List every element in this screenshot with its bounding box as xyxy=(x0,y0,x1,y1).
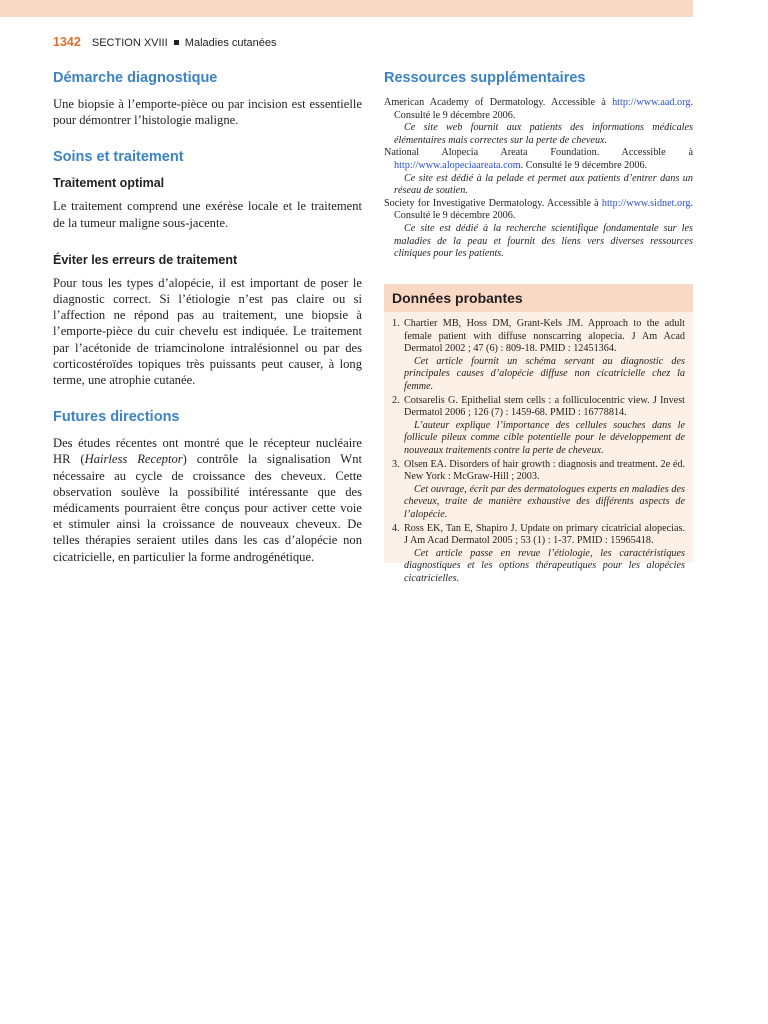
list-item xyxy=(392,459,685,522)
ref-annotation: Cet ouvrage, écrit par des dermatologues experts en maladies des cheveux, traite de manière exhaustive des différents aspects de l’alopécie. xyxy=(404,483,685,520)
list-item xyxy=(392,523,685,586)
ref-citation: Olsen EA. Disorders of hair growth : diagnosis and treatment. 2e éd. New York : McGraw-Hill ; 2003. xyxy=(404,458,685,483)
evidence-heading: Données probantes xyxy=(384,284,693,312)
ref-number: 3. xyxy=(392,458,400,470)
text-futures xyxy=(53,435,362,565)
heading-ressources: Ressources supplémentaires xyxy=(384,70,586,86)
ref-number: 1. xyxy=(392,318,400,329)
resource-note: Ce site est dédié à la pelade et permet aux patients d’entrer dans un réseau de soutien. xyxy=(394,172,693,197)
list-item xyxy=(384,97,693,147)
resource-note: Ce site est dédié à la recherche scientifique fondamentale sur les maladies de la peau et fournit des liens vers diverses ressources cliniques pour les patients. xyxy=(394,222,693,260)
resource-text: American Academy of Dermatology. Accessible à xyxy=(384,97,613,108)
square-bullet-icon xyxy=(174,40,179,45)
text-eviter-erreurs: Pour tous les types d’alopécie, il est important de poser le diagnostic correct. Si l’étiologie n’est pas claire ou si l’affection ne répond pas au traitement, une biopsie à l’emporte-pièce du cuir chevelu est indiquée. Le traitement par l’acétonide de triamcinolone intralésionnel ou par des corticostéroïdes topiques très puissants peut causer, à long terme, une atrophie cutanée. xyxy=(53,275,362,388)
subheading-eviter-erreurs: Éviter les erreurs de traitement xyxy=(53,252,238,267)
ref-annotation: Cet article fournit un schéma servant au diagnostic des principales causes d’alopécie diffuse non cicatricielle chez la femme. xyxy=(404,355,685,392)
ref-number: 4. xyxy=(392,522,400,534)
running-head xyxy=(53,35,277,49)
text-futures-italic: Hairless Receptor xyxy=(84,452,183,467)
text-demarche: Une biopsie à l’emporte-pièce ou par incision est essentielle pour démontrer l’histologie maligne. xyxy=(53,97,362,128)
heading-futures: Futures directions xyxy=(53,409,180,426)
resource-link[interactable]: http://www.sidnet.org xyxy=(601,197,691,209)
ref-citation: Cotsarelis G. Epithelial stem cells : a folliculocentric view. J Invest Dermatol 2006 ; 126 (7) : 1459-68. PMID : 16778814. xyxy=(404,394,685,419)
resource-link[interactable]: http://www.aad.org xyxy=(612,97,691,108)
evidence-box xyxy=(384,284,693,584)
text-futures-a: Des études récentes ont montré que le récepteur nucléaire HR ( xyxy=(53,436,362,467)
chapter-label: Maladies cutanées xyxy=(184,37,277,49)
ref-citation: Ross EK, Tan E, Shapiro J. Update on primary cicatricial alopecias. J Am Acad Dermatol 2005 ; 53 (1) : 1-37. PMID : 15965418. xyxy=(404,522,685,547)
resource-text: . Consulté le 9 décembre 2006. xyxy=(394,97,693,121)
top-color-band xyxy=(0,0,693,17)
resource-note: Ce site web fournit aux patients des informations médicales élémentaires mais correctes sur la perte de cheveux. xyxy=(394,122,693,146)
ref-number: 2. xyxy=(392,394,400,406)
ref-citation: Chartier MB, Hoss DM, Grant-Kels JM. Approach to the adult female patient with diffuse nonscarring alopecia. J Am Acad Dermatol 2002 ; 47 (6) : 809-18. PMID : 12451364. xyxy=(404,318,685,355)
resource-text: . Consulté le 9 décembre 2006. xyxy=(394,197,693,222)
text-traitement-optimal: Le traitement comprend une exérèse locale et le traitement de la tumeur maligne sous-jacente. xyxy=(53,199,362,230)
list-item xyxy=(384,198,693,261)
resource-text: Society for Investigative Dermatology. Accessible à xyxy=(384,197,602,209)
resource-text: National Alopecia Areata Foundation. Accessible à xyxy=(384,147,693,159)
resource-text: . Consulté le 9 décembre 2006. xyxy=(520,159,648,171)
page-number: 1342 xyxy=(53,35,81,49)
resources-list xyxy=(384,97,693,261)
subheading-traitement-optimal: Traitement optimal xyxy=(53,176,165,191)
list-item xyxy=(392,318,685,394)
ref-annotation: Cet article passe en revue l’étiologie, les caractéristiques diagnostiques et les options thérapeutiques pour les alopécies cicatricielles. xyxy=(404,547,685,584)
right-column xyxy=(384,68,693,262)
list-item xyxy=(392,395,685,458)
left-column xyxy=(53,68,362,565)
evidence-list xyxy=(384,312,693,585)
resource-link[interactable]: http://www.alopeciaareata.com xyxy=(394,159,521,171)
ref-annotation: L’auteur explique l’importance des cellules souches dans le follicule pileux comme cible potentielle pour le développement de nouveaux traitements contre la perte de cheveux. xyxy=(404,419,685,456)
section-label: SECTION XVIII xyxy=(91,37,168,49)
list-item xyxy=(384,147,693,197)
heading-soins: Soins et traitement xyxy=(53,149,184,166)
text-futures-b: ) contrôle la signalisation Wnt nécessaire au cycle de croissance des cheveux. Cette observation soulève la possibilité intéressante que des médicaments pourraient être conçus pour activer cette voie et stimuler ainsi la croissance de nouveaux cheveux. De telles thérapies seraient utiles dans les cas d’alopécie non cicatricielle, en particulier la forme androgénétique. xyxy=(53,452,362,564)
heading-demarche: Démarche diagnostique xyxy=(53,70,218,86)
